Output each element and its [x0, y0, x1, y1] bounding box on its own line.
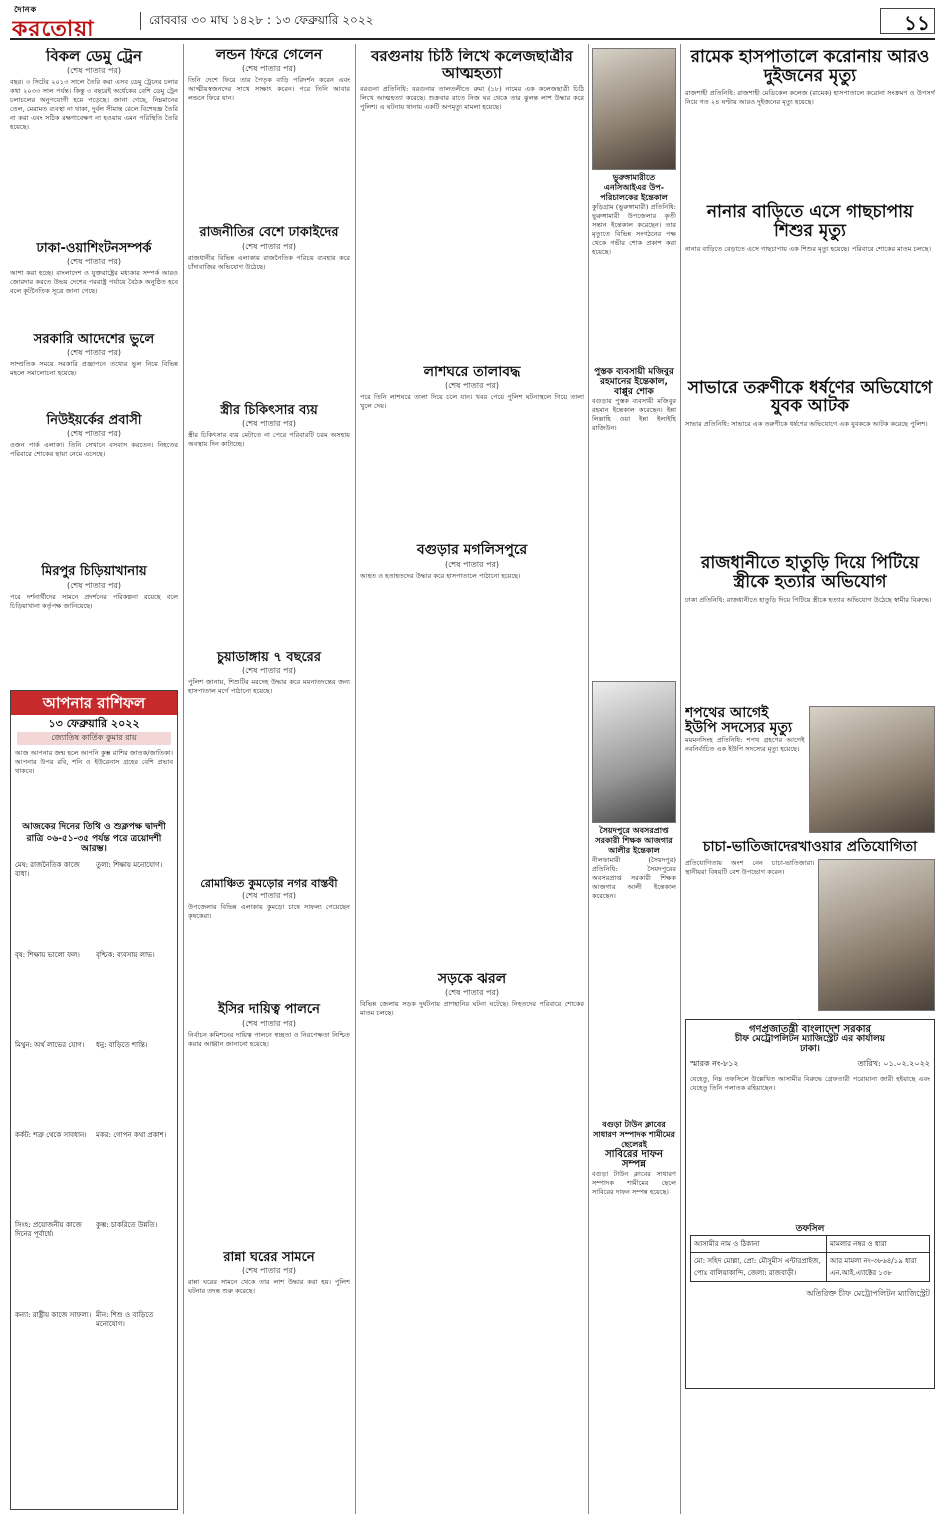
headline: নানার বাড়িতে এসে গাছচাপায় শিশুর মৃত্যু	[706, 202, 914, 242]
zodiac-sign: মকর: গোপন কথা প্রকাশ।	[96, 1130, 167, 1139]
column-1	[10, 48, 178, 688]
obituary-photo	[592, 681, 676, 823]
headline: চাচা-ভাতিজাদেরখাওয়ার প্রতিযোগিতা	[702, 839, 918, 856]
continued-label: (শেষ পাতার পর)	[444, 559, 500, 569]
article-body: ওজন পার্ক এলাকা। তিনি সেখানে বসবাস করতেন। নিহতের পরিবারে শোকের ছায়া নেমে এসেছে।	[10, 441, 178, 459]
continued-label: (শেষ পাতার পর)	[241, 891, 297, 901]
table-header: আসামীর নাম ও ঠিকানা	[691, 1236, 827, 1253]
headline: শপথের আগেই ইউপি সদস্যের মৃত্যু	[685, 704, 793, 736]
table-header: মামলার নম্বর ও ধারা	[827, 1236, 930, 1253]
logo-text: করতোয়া	[12, 17, 95, 36]
headline: বগুড়া টাউন ক্লাবের সাধারণ সম্পাদক শামীমের ছেলেরই	[593, 1120, 675, 1149]
notice-gov: গণপ্রজাতন্ত্রী বাংলাদেশ সরকার	[749, 1023, 871, 1035]
notice-office: চীফ মেট্রোপলিটন ম্যাজিস্ট্রেট এর কার্যালয়	[734, 1033, 886, 1044]
article-body: পরে তিনি লাশঘরে তালা দিয়ে চলে যান। খবর পেয়ে পুলিশ ঘটনাস্থলে গিয়ে তালা খুলে দেয়।	[360, 393, 584, 411]
notice-city: ঢাকা।	[800, 1043, 820, 1054]
obituary-photo	[592, 48, 676, 170]
headline: রাজধানীতে হাতুড়ি দিয়ে পিটিয়ে স্ত্রীকে হত্যার অভিযোগ	[701, 553, 919, 592]
court-notice	[685, 1019, 935, 1389]
dateline: রোববার ৩০ মাঘ ১৪২৮ : ১৩ ফেব্রুয়ারি ২০২২	[140, 12, 440, 30]
headline: পুস্তক ব্যবসায়ী মজিবুর রহমানের ইন্তেকাল, বাপ্পুর শোক	[594, 367, 674, 397]
headline: সড়কে ঝরল	[437, 970, 507, 987]
article-body: তিনি দেশে ফিরে তার পৈতৃক বাড়ি পরিদর্শন করেন এবং আত্মীয়স্বজনদের সাথে সাক্ষাৎ করেন। পরে তিনি আবার লন্ডনে ফিরে যান।	[188, 76, 350, 103]
article-body: সাম্প্রতিক সময়ে সরকারি প্রজ্ঞাপনে তথ্যের ভুল নিয়ে বিভিন্ন মহলে সমালোচনা হয়েছে।	[10, 360, 178, 378]
zodiac-sign: তুলা: শিক্ষায় মনোযোগ।	[96, 860, 163, 869]
zodiac-sign: ধনু: বাড়িতে শান্তি।	[96, 1040, 148, 1049]
logo-tagline: দৈনিক	[14, 6, 38, 14]
horoscope-date: ১৩ ফেব্রুয়ারি ২০২২	[48, 717, 140, 730]
zodiac-sign: মেষ: রাজনৈতিক কাজে বাধা।	[15, 860, 80, 878]
column-divider	[588, 44, 589, 1514]
continued-label: (শেষ পাতার পর)	[444, 381, 500, 391]
headline: বরগুনায় চিঠি লিখে কলেজছাত্রীর আত্মহত্যা	[371, 48, 573, 82]
zodiac-sign: কুম্ভ: চাকরিতে উন্নতি।	[96, 1220, 158, 1229]
continued-label: (শেষ পাতার পর)	[66, 580, 122, 590]
tithi-label: আজকের দিনের তিথি ও শুক্লপক্ষ দ্বাদশী	[22, 822, 166, 833]
continued-label: (শেষ পাতার পর)	[66, 348, 122, 358]
article-body: নির্বাচন কমিশনের দায়িত্ব পালনে স্বচ্ছতা ও নিরপেক্ষতা নিশ্চিত করার আহ্বান জানানো হয়েছে।	[188, 1030, 350, 1048]
horoscope-signs-left	[15, 861, 92, 1371]
column-4	[592, 48, 676, 1508]
column-5	[685, 48, 935, 1508]
zodiac-sign: বৃশ্চিক: ব্যবসায় লাভ।	[96, 950, 155, 959]
article-body: প্রতিযোগিতায় অংশ নেন চাচা-ভাতিজারা। স্থানীয়রা বিষয়টি বেশ উপভোগ করেন।	[685, 858, 815, 876]
headline: রাজনীতির বেশে ঢাকাইদের	[199, 225, 339, 241]
article-body: সাভার প্রতিনিধি: সাভারে এক তরুণীকে ধর্ষণের অভিযোগে এক যুবককে আটক করেছে পুলিশ।	[685, 420, 928, 429]
column-3	[360, 48, 584, 1508]
notice-tofsil: তফসিল	[795, 1224, 825, 1235]
article-body: রাজধানীর বিভিন্ন এলাকায় রাজনৈতিক পরিচয় ব্যবহার করে চাঁদাবাজির অভিযোগ উঠেছে।	[188, 253, 350, 271]
headline: সরকারি আদেশের ভুলে	[33, 331, 155, 347]
notice-date: তারিখ: ০১.০২.২০২২	[857, 1059, 930, 1069]
headline: সাবিরের দাফন সম্পন্ন	[605, 1149, 663, 1170]
headline: লাশঘরে তালাবদ্ধ	[423, 364, 521, 380]
headline: রান্না ঘরের সামনে	[223, 1249, 315, 1265]
continued-label: (শেষ পাতার পর)	[241, 241, 297, 251]
news-photo	[818, 859, 935, 1011]
notice-table	[690, 1235, 930, 1282]
article-body: উপজেলার বিভিন্ন এলাকায় কুমড়ো চাষে সাফল্য পেয়েছেন কৃষকেরা।	[188, 903, 350, 921]
continued-label: (শেষ পাতার পর)	[241, 666, 297, 676]
horoscope-box	[10, 690, 178, 1510]
article-body: স্ত্রীর চিকিৎসার ব্যয় মেটাতে না পেরে পরিবারটি চরম অসহায় অবস্থায় দিন কাটাচ্ছে।	[188, 430, 350, 448]
zodiac-sign: কন্যা: রাষ্ট্রীয় কাজে সাফল্য।	[15, 1310, 92, 1319]
continued-label: (শেষ পাতার পর)	[241, 64, 297, 74]
headline: রামেক হাসপাতালে করোনায় আরও দুইজনের মৃত্যু	[690, 48, 930, 86]
headline: চুয়াডাঙ্গায় ৭ বছরের	[217, 649, 321, 665]
column-divider	[680, 44, 681, 1514]
zodiac-sign: বৃষ: শিক্ষায় ভালো ফল।	[15, 950, 80, 959]
zodiac-sign: কর্কট: শত্রু থেকে সাবধান।	[15, 1130, 87, 1139]
continued-label: (শেষ পাতার পর)	[241, 1018, 297, 1028]
page-number: ১১	[880, 8, 935, 34]
table-cell: মো: সহিদ মোল্লা, প্রো: মৌসুমীস এন্টারপ্রাইজ, পোঃ বালিয়াকান্দি, জেলা: রাজবাড়ী।	[691, 1253, 827, 1282]
article-body: কুড়িগ্রাম (ভুরুঙ্গামারী) প্রতিনিধি: ভুরুঙ্গামারী উপজেলার কৃতী সন্তান ইন্তেকাল করেছেন। তার মৃত্যুতে বিভিন্ন সংগঠনের পক্ষ থেকে গভীর শোক প্রকাশ করা হয়েছে।	[592, 203, 676, 256]
continued-label: (শেষ পাতার পর)	[241, 418, 297, 428]
continued-label: (শেষ পাতার পর)	[66, 65, 122, 75]
notice-memo: স্মারক নং-৮১২	[690, 1059, 739, 1069]
article-body: আহত ও হতাহতদের উদ্ধার করে হাসপাতালে পাঠানো হয়েছে।	[360, 571, 521, 580]
continued-label: (শেষ পাতার পর)	[66, 256, 122, 266]
news-photo	[809, 706, 935, 833]
article-body: বরগুনা প্রতিনিধি: বরগুনার তালতলীতে রুমা (১৮) নামের এক কলেজছাত্রী চিঠি লিখে আত্মহত্যা করেছে। শুক্রবার রাতে নিজ ঘর থেকে তার ঝুলন্ত লাশ উদ্ধার করে পুলিশ। এ ঘটনায় থানায় একটি অপমৃত্যু মামলা হয়েছে।	[360, 85, 584, 111]
photo-caption: সৈয়দপুরে অবসরপ্রাপ্ত সরকারী শিক্ষক আজগার আলীর ইন্তেকাল	[595, 826, 673, 855]
headline: লন্ডন ফিরে গেলেন	[215, 48, 323, 63]
article-body: পুলিশ জানায়, শিশুটির মরদেহ উদ্ধার করে ময়নাতদন্তের জন্য হাসপাতাল মর্গে পাঠানো হয়েছে।	[188, 678, 350, 696]
zodiac-sign: মিথুন: অর্থ লাভের যোগ।	[15, 1040, 85, 1049]
horoscope-author: জ্যোতিষ কার্তিক কুমার রায়	[17, 732, 171, 745]
article-body: রাজশাহী প্রতিনিধি: রাজশাহী মেডিকেল কলেজ (রামেক) হাসপাতালে করোনা সংক্রমণ ও উপসর্গ নিয়ে গত ২৪ ঘণ্টায় আরও দুইজনের মৃত্যু হয়েছে।	[685, 89, 935, 107]
tithi-line: রাত্রি ০৬-৫১-৩৫ পর্যন্ত পরে ত্রয়োদশী আরম্ভ।	[26, 833, 162, 854]
continued-label: (শেষ পাতার পর)	[241, 1265, 297, 1275]
headline: বগুড়ার মগলিসপুরে	[416, 542, 528, 559]
headline: নিউইয়র্কের প্রবাসী	[46, 413, 142, 429]
column-divider	[183, 44, 184, 1514]
headline: সাভারে তরুণীকে ধর্ষণের অভিযোগে যুবক আটক	[687, 377, 933, 417]
headline: মিরপুর চিড়িয়াখানায়	[41, 564, 147, 580]
article-body: বিভিন্ন জেলায় সড়ক দুর্ঘটনায় প্রাণহানির ঘটনা ঘটেছে। নিহতদের পরিবারে শোকের মাতম চলছে।	[360, 1000, 584, 1018]
article-body: নীলফামারী (সৈয়দপুর) প্রতিনিধি: সৈয়দপুরের অবসরপ্রাপ্ত সরকারী শিক্ষক আজগার আলী ইন্তেকাল করেছেন।	[592, 856, 676, 900]
article-body: পরে দর্শনার্থীদের সামনে প্রদর্শনের পরিকল্পনা রয়েছে বলে চিড়িয়াখানা কর্তৃপক্ষ জানিয়েছে।	[10, 592, 178, 610]
article-body: বগুড়া টাউন ক্লাবের সাধারণ সম্পাদক শামীমের ছেলে সাবিরের দাফন সম্পন্ন হয়েছে।	[592, 1170, 676, 1196]
horoscope-intro: আজ আপনার জন্ম হলে আপনি কুম্ভ রাশির জাতক/জাতিকা। আপনার উপর রবি, শনি ও ইউরেনাস গ্রহের বেশি প্রভাব থাকবে।	[15, 749, 173, 776]
notice-body: যেহেতু, নিম্ন তফসিলে উল্লেখিত আসামীর বিরুদ্ধে গ্রেফতারী পরোয়ানা জারী হইয়াছে এবং যেহেতু তিনি পলাতক রহিয়াছেন।	[690, 1075, 930, 1093]
article-body: বগুড়ার পুস্তক ব্যবসায়ী মজিবুর রহমান ইন্তেকাল করেছেন। ইন্না লিল্লাহি ওয়া ইন্না ইলাইহি রাজিউন।	[592, 397, 676, 432]
headline: বিকল ডেমু ট্রেন	[46, 48, 142, 65]
article-body: রান্না ঘরের সামনে থেকে তার লাশ উদ্ধার করা হয়। পুলিশ ঘটনার তদন্ত শুরু করেছে।	[188, 1277, 350, 1295]
photo-caption: ভুরুঙ্গামারীতে এনসিআইএর উপ-পরিচালকের ইন্তেকাল	[600, 173, 668, 202]
horoscope-title: আপনার রাশিফল	[11, 691, 177, 715]
article-body: ঢাকা প্রতিনিধি: রাজধানীতে হাতুড়ি দিয়ে পিটিয়ে স্ত্রীকে হত্যার অভিযোগ উঠেছে স্বামীর বিরুদ্ধে।	[685, 595, 932, 604]
continued-label: (শেষ পাতার পর)	[444, 988, 500, 998]
zodiac-sign: সিংহ: প্রয়োজনীয় কাজে দিনের পূর্বার্ধে।	[15, 1220, 82, 1238]
column-2	[188, 48, 350, 1508]
continued-label: (শেষ পাতার পর)	[66, 429, 122, 439]
zodiac-sign: মীন: শিশু ও বাড়িতে মনোযোগ।	[96, 1310, 154, 1328]
headline: রোমাঞ্চিত কুমড়োর নগর বাস্তবী	[200, 877, 338, 891]
headline: ঢাকা-ওয়াশিংটনসম্পর্ক	[36, 240, 152, 256]
article-body: বছর। ৩ সিটের ২০১৩ সালে তৈরি করা এসব ডেমু ট্রেনের চলার কথা ২০৩৩ সাল পর্যন্ত। কিন্তু ৩ বছরেই অর্ধেকের বেশি ডেমু ট্রেন চলাচলের অনুপযোগী হয়ে পড়েছে। জানা গেছে, নিম্নমানের তেল, মেরামত ব্যবস্থা না থাকা, দুর্বল সীমান্ত রেলে বিশেষজ্ঞ তৈরি না করা এবং সঠিক রক্ষণাবেক্ষণ না হওয়ায় এমন পরিস্থিতি তৈরি হয়েছে।	[10, 77, 178, 131]
horoscope-signs-right	[96, 861, 173, 1371]
headline: স্ত্রীর চিকিৎসার ব্যয়	[220, 402, 318, 418]
newspaper-logo	[12, 6, 122, 36]
table-cell: আর মামলা নং-৩৮৬৪/১৯ ধারা এন.আই.এ্যাক্টের ১৩৮	[827, 1253, 930, 1282]
notice-signature: অতিরিক্ত চীফ মেট্রোপলিটন ম্যাজিস্ট্রেট	[806, 1289, 930, 1299]
headline: ইসির দায়িত্ব পালনে	[218, 1002, 320, 1018]
column-divider	[355, 44, 356, 1514]
article-body: ময়মনসিংহ প্রতিনিধি: শপথ গ্রহণের আগেই নবনির্বাচিত এক ইউপি সদস্যের মৃত্যু হয়েছে।	[685, 736, 805, 754]
article-body: নানার বাড়িতে বেড়াতে এসে গাছচাপায় এক শিশুর মৃত্যু হয়েছে। পরিবারে শোকের মাতম চলছে।	[685, 244, 931, 253]
article-body: আশা করা হচ্ছে। বাংলাদেশ ও যুক্তরাষ্ট্রের মধ্যকার সম্পর্ক আরও জোরদার করতে উভয় দেশের পররাষ্ট্র পর্যায়ে বৈঠক অনুষ্ঠিত হবে বলে কূটনৈতিক সূত্রে জানা গেছে।	[10, 268, 178, 295]
